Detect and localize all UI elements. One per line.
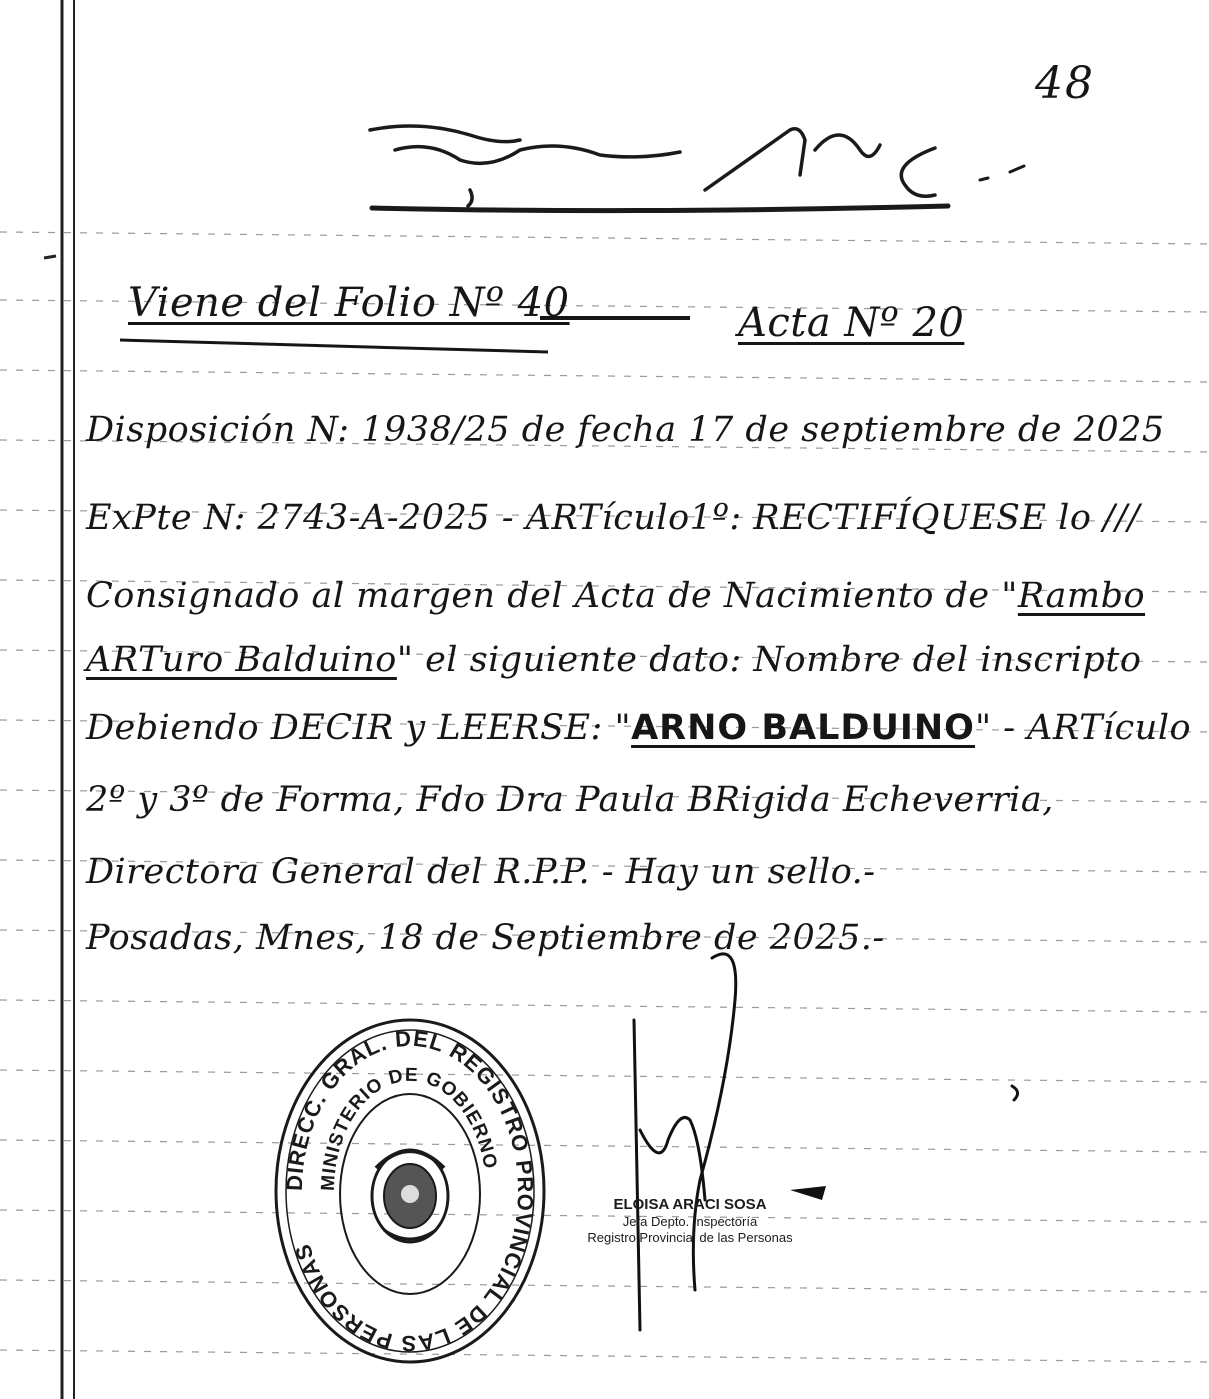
body-line-4-text: " el siguiente dato: Nombre del inscripto [396, 640, 1142, 680]
corrected-name: ARNO BALDUINO [631, 708, 975, 748]
signature-block [540, 1196, 840, 1245]
signatory-title: Jefa Depto. Inspectoría [622, 1214, 758, 1229]
body-line-8: Posadas, Mnes, 18 de Septiembre de 2025.- [86, 918, 885, 958]
body-line-2: ExPte N: 2743-A-2025 - ARTículo1º: RECTIFÍQUESE lo /// [86, 498, 1140, 538]
header-folio-reference: Viene del Folio Nº 40 [128, 280, 570, 326]
seal-outer-text: DIRECC. GRAL. DEL REGISTRO PROVINCIAL DE LAS PERSONAS [281, 1025, 539, 1357]
registered-name-part-2: ARTuro Balduino [86, 640, 397, 680]
signatory-name: ELOISA ARACI SOSA [613, 1196, 767, 1213]
folio-number: 48 [1035, 58, 1095, 109]
body-line-5-tail: " - ARTículo [974, 708, 1192, 748]
body-line-7: Directora General del R.P.P. - Hay un sello.- [86, 852, 876, 892]
body-line-1: Disposición N: 1938/25 de fecha 17 de septiembre de 2025 [86, 410, 1165, 450]
body-line-6: 2º y 3º de Forma, Fdo Dra Paula BRigida Echeverria, [86, 780, 1054, 820]
body-line-3-text: Consignado al margen del Acta de Nacimiento de " [86, 576, 1018, 616]
header-acta-number: Acta Nº 20 [738, 300, 965, 346]
registered-name-part-1: Rambo [1017, 576, 1146, 616]
seal-inner-text: MINISTERIO DE GOBIERNO [317, 1064, 501, 1192]
body-line-5-text: Debiendo DECIR y LEERSE: " [86, 708, 632, 748]
signatory-office: Registro Provincial de las Personas [587, 1229, 793, 1245]
